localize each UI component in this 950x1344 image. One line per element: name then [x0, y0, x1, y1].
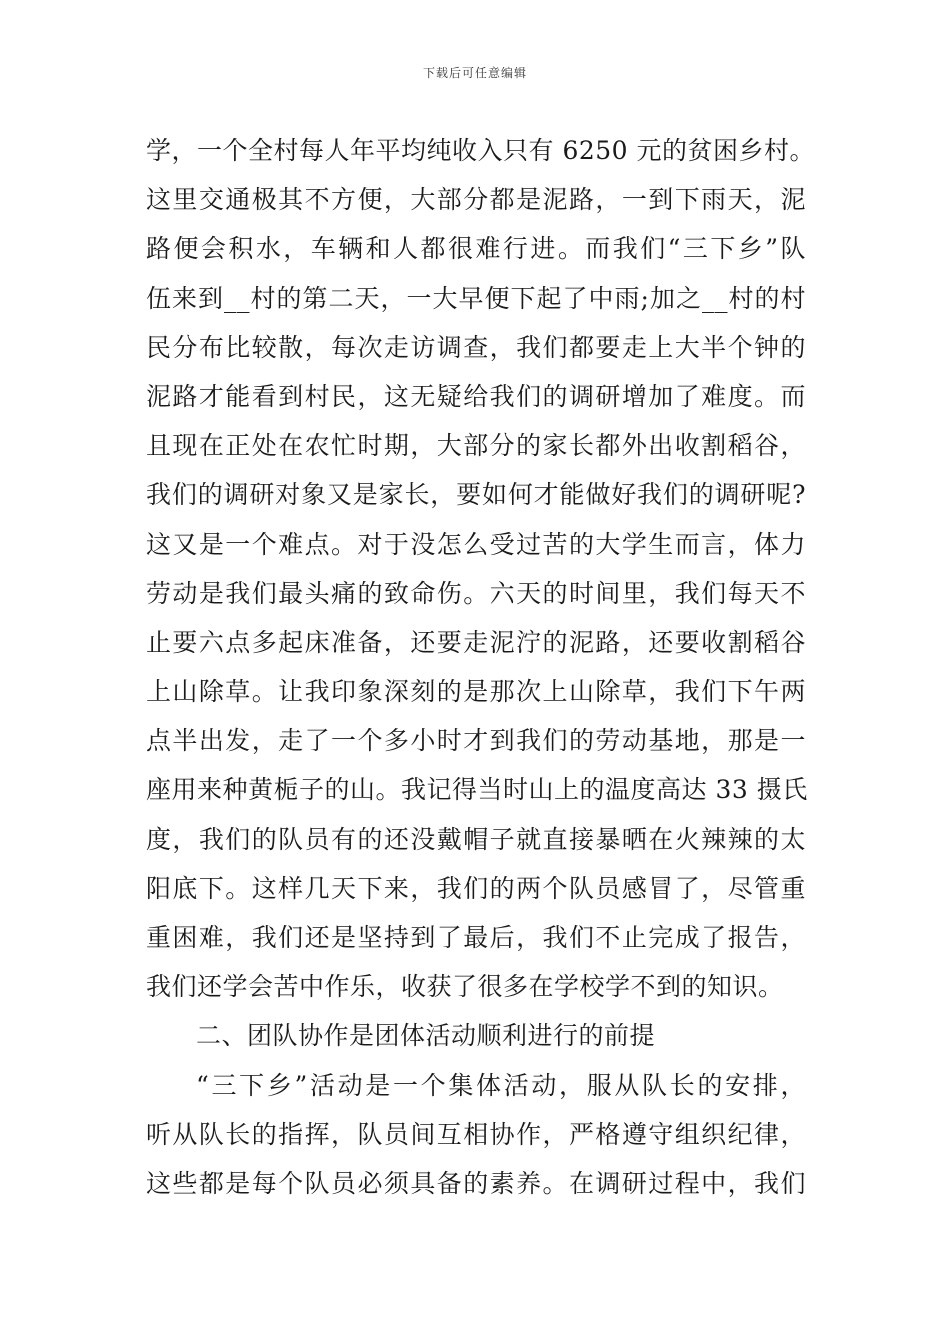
paragraph-line: 路便会积水，车辆和人都很难行进。而我们“三下乡”队: [146, 234, 806, 264]
paragraph-line: 泥路才能看到村民，这无疑给我们的调研增加了难度。而: [146, 381, 806, 411]
paragraph-line: 这里交通极其不方便，大部分都是泥路，一到下雨天，泥: [146, 185, 806, 215]
paragraph-line: 这些都是每个队员必须具备的素养。在调研过程中，我们: [146, 1168, 806, 1198]
paragraph-line: 我们还学会苦中作乐，收获了很多在学校学不到的知识。: [146, 972, 784, 1002]
paragraph-line: 重困难，我们还是坚持到了最后，我们不止完成了报告，: [146, 923, 806, 952]
paragraph-line: 度，我们的队员有的还没戴帽子就直接暴晒在火辣辣的太: [146, 824, 806, 854]
paragraph-line: 民分布比较散，每次走访调查，我们都要走上大半个钟的: [146, 332, 806, 362]
paragraph-line: 听从队长的指挥，队员间互相协作，严格遵守组织纪律，: [146, 1119, 806, 1149]
paragraph-line: 点半出发，走了一个多小时才到我们的劳动基地，那是一: [146, 726, 806, 756]
paragraph-line: 阳底下。这样几天下来，我们的两个队员感冒了，尽管重: [146, 873, 806, 903]
paragraph-line: 劳动是我们最头痛的致命伤。六天的时间里，我们每天不: [146, 578, 806, 608]
section-heading: 二、团队协作是团体活动顺利进行的前提: [196, 1021, 656, 1051]
paragraph-line: “三下乡”活动是一个集体活动，服从队长的安排，: [196, 1070, 806, 1100]
paragraph-line: 上山除草。让我印象深刻的是那次上山除草，我们下午两: [146, 677, 806, 707]
paragraph-line: 这又是一个难点。对于没怎么受过苦的大学生而言，体力: [146, 529, 806, 559]
paragraph-line: 止要六点多起床准备，还要走泥泞的泥路，还要收割稻谷: [146, 627, 806, 657]
body-text: [146, 126, 816, 1208]
paragraph-line: 且现在正处在农忙时期，大部分的家长都外出收割稻谷，: [146, 431, 806, 461]
paragraph-line: 座用来种黄栀子的山。我记得当时山上的温度高达 33 摄氏: [146, 775, 808, 805]
paragraph-line: 学，一个全村每人年平均纯收入只有 6250 元的贫困乡村。: [146, 136, 816, 165]
paragraph-line: 伍来到__村的第二天，一大早便下起了中雨;加之__村的村: [146, 283, 806, 313]
header-note: 下载后可任意编辑: [422, 66, 527, 80]
paragraph-line: 我们的调研对象又是家长，要如何才能做好我们的调研呢?: [146, 480, 806, 510]
